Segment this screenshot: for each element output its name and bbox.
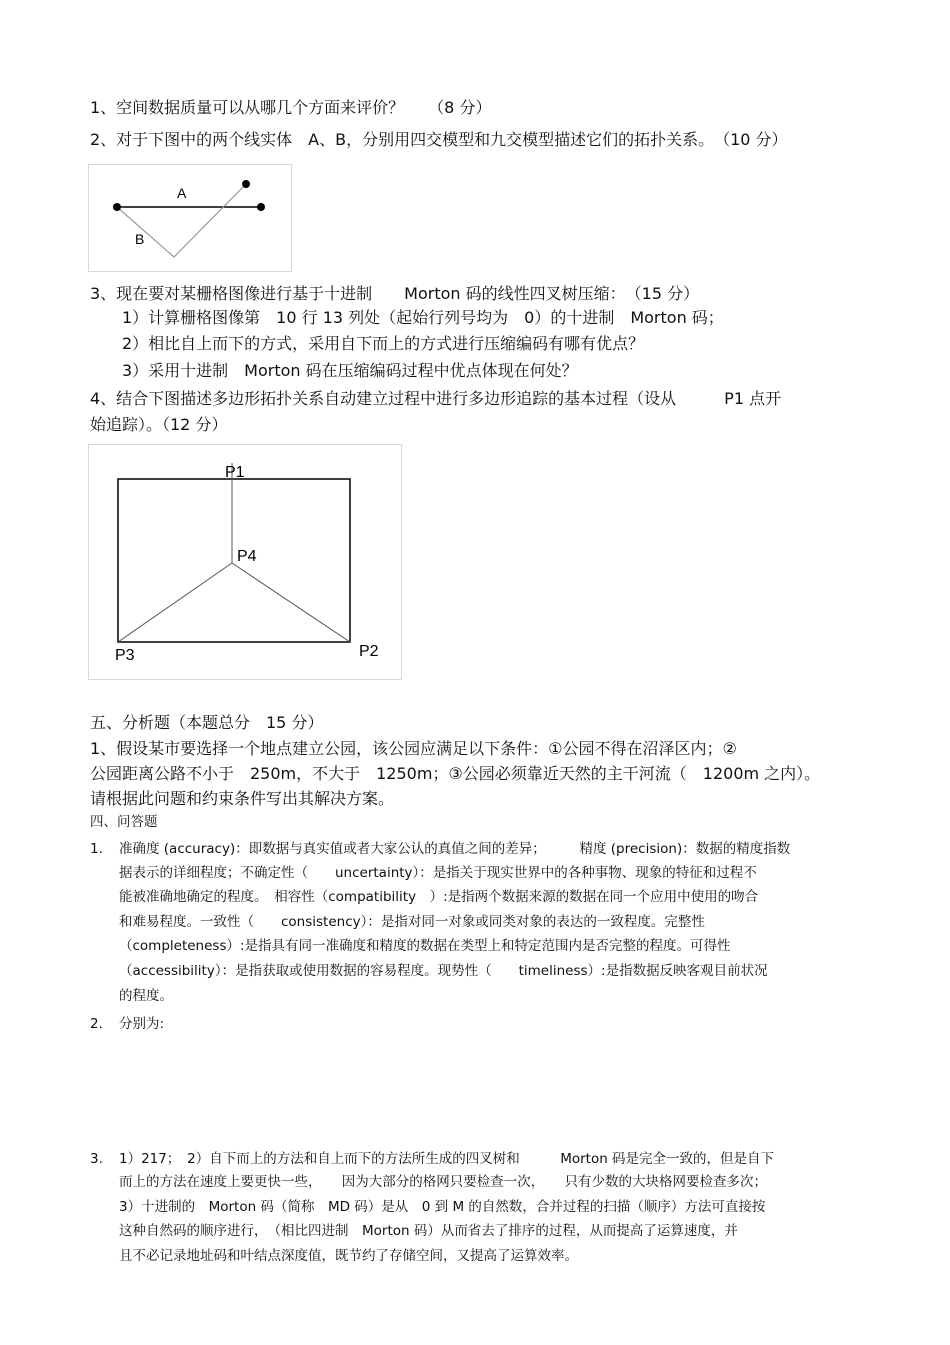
vertex-point	[257, 203, 265, 211]
label-p3: P3	[115, 647, 135, 664]
edge-p4-p3	[118, 563, 232, 642]
question-4-line-2: 始追踪）。（12 分）	[90, 415, 228, 434]
question-3-part-2: 2）相比自上而下的方式，采用自下而上的方式进行压缩编码有哪有优点？	[122, 334, 645, 353]
answer-1-line: （completeness）:是指具有同一准确度和精度的数据在类型上和特定范围内是否完整的程度。可得性	[119, 938, 731, 954]
answer-3-line: 1）217； 2）自下而上的方法和自上而下的方法所生成的四叉树和 Morton 码是完全一致的，但是自下	[119, 1151, 775, 1167]
section-5-q1-line-3: 请根据此问题和约束条件写出其解决方案。	[90, 789, 395, 808]
answer-2-number: 2.	[90, 1016, 103, 1032]
answer-3-line: 而上的方法在速度上要更快一些， 因为大部分的格网只要检查一次， 只有少数的大块格网要检查多次；	[119, 1174, 767, 1190]
line-entities-figure	[88, 164, 292, 272]
question-3-part-3: 3）采用十进制 Morton 码在压缩编码过程中优点体现在何处？	[122, 361, 578, 380]
answer-1-line: 和难易程度。一致性（ consistency）：是指对同一对象或同类对象的表达的一致程度。完整性	[119, 914, 705, 930]
answer-3-line: 这种自然码的顺序进行， （相比四进制 Morton 码）从而省去了排序的过程，从而提高了运算速度，并	[119, 1223, 738, 1239]
question-3-part-1: 1）计算栅格图像第 10 行 13 列处（起始行列号均为 0）的十进制 Morton 码；	[122, 308, 724, 327]
answer-3-line: 3）十进制的 Morton 码（简称 MD 码）是从 0 到 M 的自然数，合并过程的扫描（顺序）方法可直接按	[119, 1199, 766, 1215]
answer-1-line: （accessibility）：是指获取或使用数据的容易程度。现势性（ timeliness）:是指数据反映客观目前状况	[119, 963, 768, 979]
question-3: 3、现在要对某栅格图像进行基于十进制 Morton 码的线性四叉树压缩： （15 分）	[90, 284, 700, 303]
vertex-point	[113, 203, 121, 211]
label-p2: P2	[359, 643, 379, 660]
answer-2-text: 分别为:	[119, 1016, 165, 1032]
answer-1-line: 据表示的详细程度；不确定性（ uncertainty）：是指关于现实世界中的各种事物、现象的特征和过程不	[119, 865, 757, 881]
section-5-q1-line-1: 1、假设某市要选择一个地点建立公园，该公园应满足以下条件：①公园不得在沼泽区内；②	[90, 739, 737, 758]
answer-3-number: 3.	[90, 1151, 103, 1167]
label-a: A	[177, 185, 187, 201]
question-1: 1、空间数据质量可以从哪几个方面来评价？ （8 分）	[90, 98, 492, 117]
question-4-line-1: 4、结合下图描述多边形拓扑关系自动建立过程中进行多边形追踪的基本过程（设从 P1 点开	[90, 389, 782, 408]
label-b: B	[135, 231, 145, 247]
label-p1: P1	[225, 464, 245, 481]
edge-p4-p2	[232, 563, 350, 642]
label-p4: P4	[237, 548, 257, 565]
answer-1-line: 能被准确地确定的程度。 相容性（compatibility ）:是指两个数据来源的数据在同一个应用中使用的吻合	[119, 889, 759, 905]
answer-1-line: 的程度。	[119, 988, 173, 1004]
section-5-q1-line-2: 公园距离公路不小于 250m，不大于 1250m；③公园必须靠近天然的主干河流（ 1200m 之内）。	[90, 764, 821, 783]
vertex-point	[242, 180, 250, 188]
answer-1-number: 1.	[90, 841, 103, 857]
answer-3-line: 且不必记录地址码和叶结点深度值，既节约了存储空间，又提高了运算效率。	[119, 1248, 578, 1264]
answer-1-line: 准确度 (accuracy)：即数据与真实值或者大家公认的真值之间的差异； 精度 (precision)：数据的精度指数	[119, 841, 791, 857]
polygon-figure	[88, 444, 402, 680]
section-4-title: 四、问答题	[90, 814, 158, 830]
section-5-title: 五、分析题（本题总分 15 分）	[90, 713, 324, 732]
question-2: 2、对于下图中的两个线实体 A、B，分别用四交模型和九交模型描述它们的拓扑关系。 （10 分）	[90, 130, 788, 149]
